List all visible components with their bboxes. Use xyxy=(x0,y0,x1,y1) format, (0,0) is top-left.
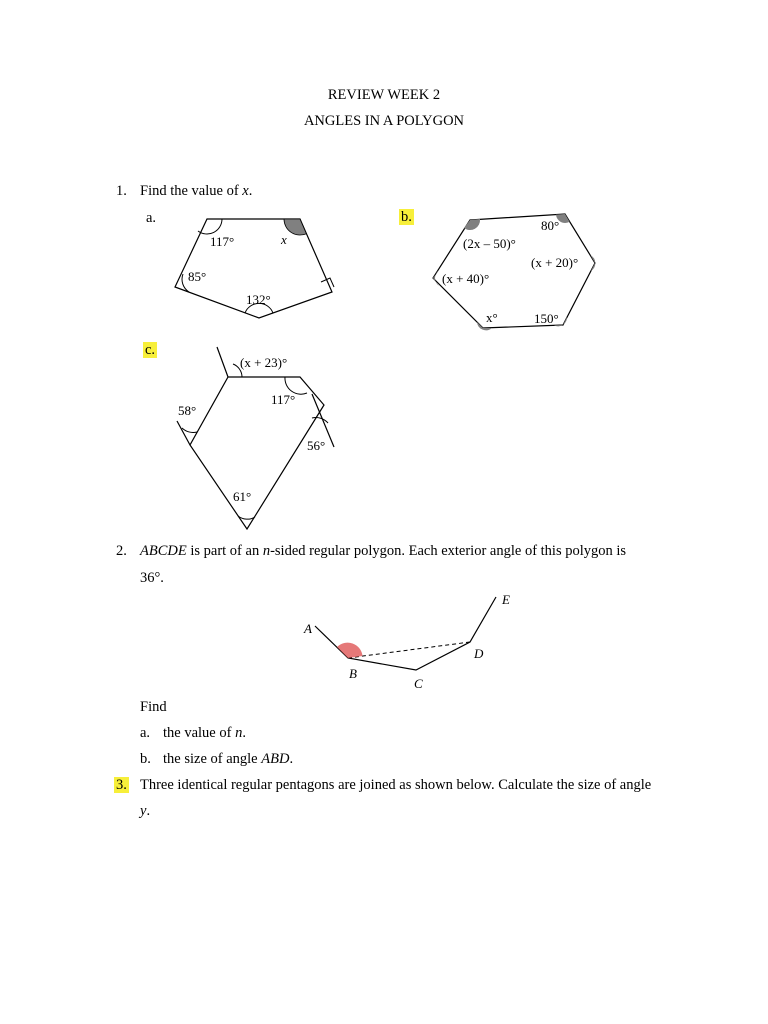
fig1c-angle-56: 56° xyxy=(307,438,326,453)
q1c-label: c. xyxy=(145,342,156,358)
fig1c-angle-x-23: (x + 23)° xyxy=(240,355,288,370)
q2-line1: ABCDE is part of an n-sided regular polygon. Each exterior angle of this polygon is xyxy=(140,543,627,559)
q2b-label: b. xyxy=(140,751,151,767)
fig2-point-b: B xyxy=(349,666,357,681)
q2-number: 2. xyxy=(116,543,127,559)
q2-line2: 36°. xyxy=(140,570,164,586)
fig2-point-a: A xyxy=(304,621,312,636)
fig1b-angle-x-20: (x + 20)° xyxy=(531,255,579,270)
fig1a-angle-85: 85° xyxy=(188,269,207,284)
fig1b-angle-x-40: (x + 40)° xyxy=(442,271,490,286)
fig1a-angle-x: x xyxy=(281,232,287,247)
fig1c-angle-117: 117° xyxy=(271,392,296,407)
q2b-text: the size of angle ABD. xyxy=(163,751,294,767)
page-subtitle: ANGLES IN A POLYGON xyxy=(303,113,465,129)
page-title: REVIEW WEEK 2 xyxy=(327,87,441,103)
q3-line1: Three identical regular pentagons are joined as shown below. Calculate the size of angle xyxy=(140,777,652,793)
q1-number: 1. xyxy=(116,183,127,199)
q2a-text: the value of n. xyxy=(163,725,246,741)
figure-1c-pentagon xyxy=(172,342,342,537)
fig1a-angle-132: 132° xyxy=(246,292,271,307)
fig1b-angle-2x-50: (2x – 50)° xyxy=(463,236,516,251)
fig1c-angle-58: 58° xyxy=(178,403,197,418)
fig2-point-d: D xyxy=(474,646,484,661)
fig1c-angle-61: 61° xyxy=(233,489,252,504)
fig2-point-e: E xyxy=(502,592,510,607)
figure-1b-hexagon xyxy=(425,208,600,333)
q2-find: Find xyxy=(140,699,167,715)
fig1b-angle-150: 150° xyxy=(534,311,559,326)
q1a-label: a. xyxy=(146,210,157,226)
q3-line2: y. xyxy=(140,803,151,819)
figure-2-polygon-part xyxy=(298,590,523,695)
q2a-label: a. xyxy=(140,725,151,741)
figure-1a-pentagon xyxy=(160,210,350,325)
fig2-point-c: C xyxy=(414,676,423,691)
fig1b-angle-80: 80° xyxy=(541,218,560,233)
fig1a-angle-117: 117° xyxy=(210,234,235,249)
q1b-label: b. xyxy=(401,209,412,225)
q1-prompt: Find the value of x. xyxy=(140,183,253,199)
fig1b-angle-x: x° xyxy=(486,310,498,325)
q3-number: 3. xyxy=(116,777,127,793)
